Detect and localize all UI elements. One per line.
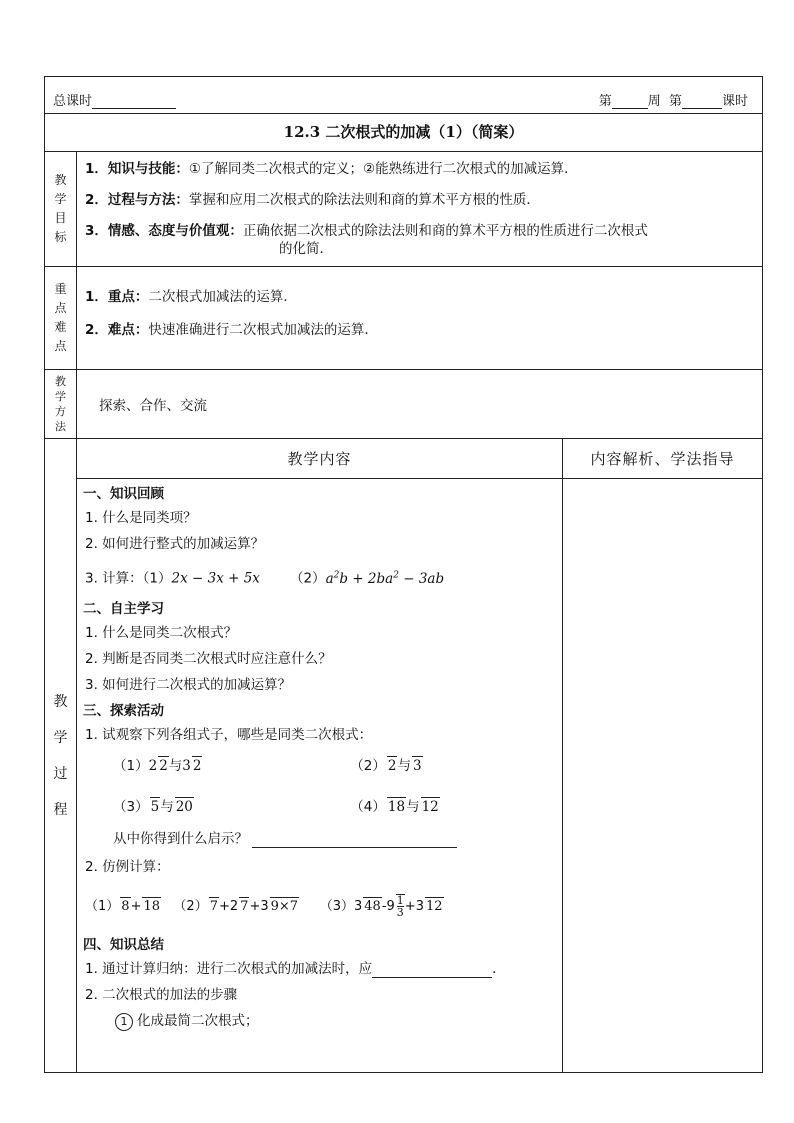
hint-text: 从中你得到什么启示？ <box>113 830 248 847</box>
objective-1-text: ①了解同类二次根式的定义；②能熟练进行二次根式的加减运算． <box>188 161 578 177</box>
lesson-table <box>44 76 763 1073</box>
keypoints-content <box>77 267 763 370</box>
calc-label: （1） <box>85 898 120 914</box>
objective-2-text: 掌握和应用二次根式的除法法则和商的算术平方根的性质． <box>188 192 540 208</box>
keypoint-2 <box>85 318 754 338</box>
side-char: 学 <box>55 390 66 403</box>
review-q3-label2: （2） <box>289 570 326 587</box>
side-char: 教 <box>54 173 67 187</box>
explore-hint <box>85 830 556 848</box>
pair-2: （2） 2与 3 <box>350 757 422 774</box>
side-char: 点 <box>54 301 67 315</box>
hint-answer-blank[interactable] <box>252 833 457 848</box>
section-explore-title: 三、探索活动 <box>83 702 164 719</box>
review-q3-expr1: 2x − 3x + 5x <box>171 570 260 587</box>
side-char: 教 <box>55 375 66 388</box>
pair-3: （3） 5与 20 <box>113 798 193 815</box>
keypoint-2-text: 快速准确进行二次根式加减法的运算． <box>148 322 378 338</box>
side-char: 学 <box>53 729 68 746</box>
review-q1: 1. 什么是同类项？ <box>85 510 197 526</box>
objective-1-label: 1．知识与技能： <box>85 161 189 177</box>
step1-text: 化成最简二次根式； <box>137 1012 259 1029</box>
lesson-title: 12.3 二次根式的加减（1）（简案） <box>45 114 763 152</box>
review-q3 <box>85 566 556 588</box>
side-char: 难 <box>54 320 67 334</box>
week-blank[interactable] <box>612 108 648 109</box>
side-char: 法 <box>55 420 66 433</box>
objectives-content <box>77 152 763 267</box>
summary-step1 <box>85 1012 556 1031</box>
side-char: 学 <box>54 192 67 206</box>
guidance-content[interactable] <box>563 479 763 1073</box>
summary-q1: 1. 通过计算归纳：进行二次根式的加减法时，应 ． <box>85 960 506 977</box>
explore-q2: 2. 仿例计算： <box>85 858 170 875</box>
and-word: 与 <box>160 798 174 815</box>
objective-2 <box>85 191 754 209</box>
side-char: 重 <box>54 282 67 296</box>
pair-label: （2） <box>350 757 386 774</box>
keypoints-side-label <box>45 267 77 370</box>
fraction: $\frac{1}{3}$ <box>396 893 404 919</box>
week-label-3: 第 <box>668 94 682 109</box>
summary-q2: 2. 二次根式的加法的步骤 <box>85 986 238 1003</box>
week-label-1: 第 <box>598 94 612 109</box>
side-char: 程 <box>53 801 68 818</box>
explore-pairs-row2 <box>85 797 556 816</box>
circled-number: 1 <box>115 1013 133 1031</box>
side-char: 目 <box>54 211 67 225</box>
calc-label: （2） <box>173 898 208 914</box>
calc-label: （3） <box>319 898 354 914</box>
objective-3 <box>85 222 754 258</box>
pair-4: （4） 18与 12 <box>350 798 439 815</box>
expr-part: b + 2ba <box>339 570 394 587</box>
review-q3-label: 3. 计算：（1） <box>85 570 172 587</box>
process-side-label <box>45 439 77 1073</box>
period-blank[interactable] <box>682 108 722 109</box>
teaching-content <box>77 479 563 1073</box>
lesson-plan-sheet <box>44 76 762 1073</box>
explore-q1: 1. 试观察下列各组式子，哪些是同类二次根式： <box>85 726 373 743</box>
summary-q1-text: 1. 通过计算归纳：进行二次根式的加减法时，应 <box>85 960 373 977</box>
side-char: 点 <box>54 339 67 353</box>
total-hours-label: 总课时 <box>53 94 93 109</box>
guidance-column-header: 内容解析、学法指导 <box>563 439 763 479</box>
content-column-header: 教学内容 <box>77 439 563 479</box>
objective-3-text-cont: 的化简． <box>279 241 333 257</box>
section-summary-title: 四、知识总结 <box>83 936 164 953</box>
objective-3-label: 3．情感、态度与价值观： <box>85 223 243 239</box>
side-char: 标 <box>54 230 67 244</box>
side-char: 方 <box>55 405 66 418</box>
keypoint-1-text: 二次根式加减法的运算． <box>148 289 297 305</box>
header-row <box>45 77 763 114</box>
keypoint-1-label: 1．重点： <box>85 289 149 305</box>
review-q3-expr2: $a^2b + 2ba^2 - 3ab$ <box>325 570 445 587</box>
week-period <box>599 90 748 109</box>
and-word: 与 <box>406 798 420 815</box>
objectives-side-label <box>45 152 77 267</box>
and-word: 与 <box>397 757 411 774</box>
pair-label: （3） <box>113 798 149 815</box>
selfstudy-q3: 3. 如何进行二次根式的加减运算？ <box>85 676 292 693</box>
objective-1 <box>85 160 754 178</box>
expr-part: a <box>325 570 334 587</box>
selfstudy-q2: 2. 判断是否同类二次根式时应注意什么？ <box>85 650 332 667</box>
side-char: 教 <box>53 693 68 710</box>
objective-2-label: 2．过程与方法： <box>85 192 189 208</box>
explore-pairs-row1 <box>85 756 556 775</box>
method-side-label <box>45 370 77 439</box>
section-selfstudy-title: 二、自主学习 <box>83 600 164 617</box>
pair-1: （1）2 2与3 2 <box>113 757 202 774</box>
keypoint-2-label: 2．难点： <box>85 322 149 338</box>
total-hours-blank[interactable] <box>92 108 176 109</box>
and-word: 与 <box>168 757 183 774</box>
total-hours <box>53 90 176 109</box>
summary-answer-blank[interactable] <box>372 963 492 978</box>
side-char: 过 <box>53 765 68 782</box>
pair-label: （4） <box>350 798 386 815</box>
pair-label: （1） <box>113 757 149 774</box>
week-label-2: 周 <box>647 94 661 109</box>
section-review-title: 一、知识回顾 <box>83 486 164 502</box>
method-content: 探索、合作、交流 <box>77 370 763 439</box>
objective-3-text: 正确依据二次根式的除法法则和商的算术平方根的性质进行二次根式 <box>242 223 648 239</box>
keypoint-1 <box>85 285 754 305</box>
review-q2: 2. 如何进行整式的加减运算？ <box>85 536 265 552</box>
explore-calcs: （1） 8+ 18 （2） 7+2 7+3 9×7 （3）3 48-9 $\frac{1}{3}$ +3 12 <box>85 893 443 919</box>
week-label-4: 课时 <box>722 94 749 109</box>
selfstudy-q1: 1. 什么是同类二次根式？ <box>85 624 238 641</box>
expr-part: − 3ab <box>398 570 445 587</box>
